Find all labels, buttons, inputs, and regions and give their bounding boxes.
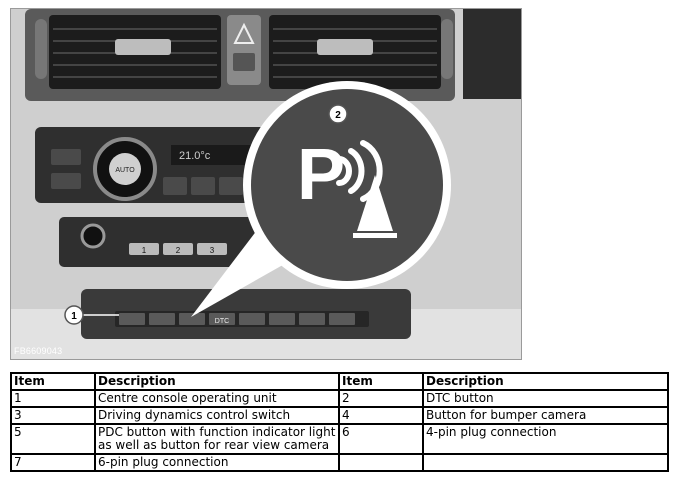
preset-3: 3: [209, 246, 215, 255]
console-photo: [10, 8, 522, 360]
item-number: 2: [339, 390, 423, 407]
item-description: Button for bumper camera: [423, 407, 668, 424]
table-row: [11, 390, 668, 407]
item-description: 6-pin plug connection: [95, 454, 339, 471]
header-description: Description: [95, 373, 339, 390]
table-row: [11, 454, 668, 471]
preset-2: 2: [175, 246, 181, 255]
item-description: PDC button with function indicator light as well as button for rear view camera: [95, 424, 339, 454]
header-description: Description: [423, 373, 668, 390]
dtc-label: DTC: [214, 318, 230, 325]
item-number: 4: [339, 407, 423, 424]
legend-table: [10, 372, 669, 472]
pdc-symbol: P: [297, 135, 346, 215]
item-number: 1: [11, 390, 95, 407]
item-number: [339, 454, 423, 471]
item-description: DTC button: [423, 390, 668, 407]
figure-code: FB6609043: [14, 346, 63, 356]
item-number: 3: [11, 407, 95, 424]
preset-1: 1: [141, 246, 147, 255]
console-illustration: [11, 9, 521, 359]
callout-2: 2: [335, 110, 341, 121]
item-description: Centre console operating unit: [95, 390, 339, 407]
item-description: Driving dynamics control switch: [95, 407, 339, 424]
header-item: Item: [11, 373, 95, 390]
item-number: 6: [339, 424, 423, 454]
item-description: [423, 454, 668, 471]
auto-label: AUTO: [115, 167, 135, 174]
item-description: 4-pin plug connection: [423, 424, 668, 454]
table-row: [11, 424, 668, 454]
item-number: 7: [11, 454, 95, 471]
callout-1: 1: [71, 311, 77, 322]
item-number: 5: [11, 424, 95, 454]
table-row: [11, 407, 668, 424]
temperature-display: 21.0°c: [179, 150, 211, 162]
table-header-row: [11, 373, 668, 390]
header-item: Item: [339, 373, 423, 390]
